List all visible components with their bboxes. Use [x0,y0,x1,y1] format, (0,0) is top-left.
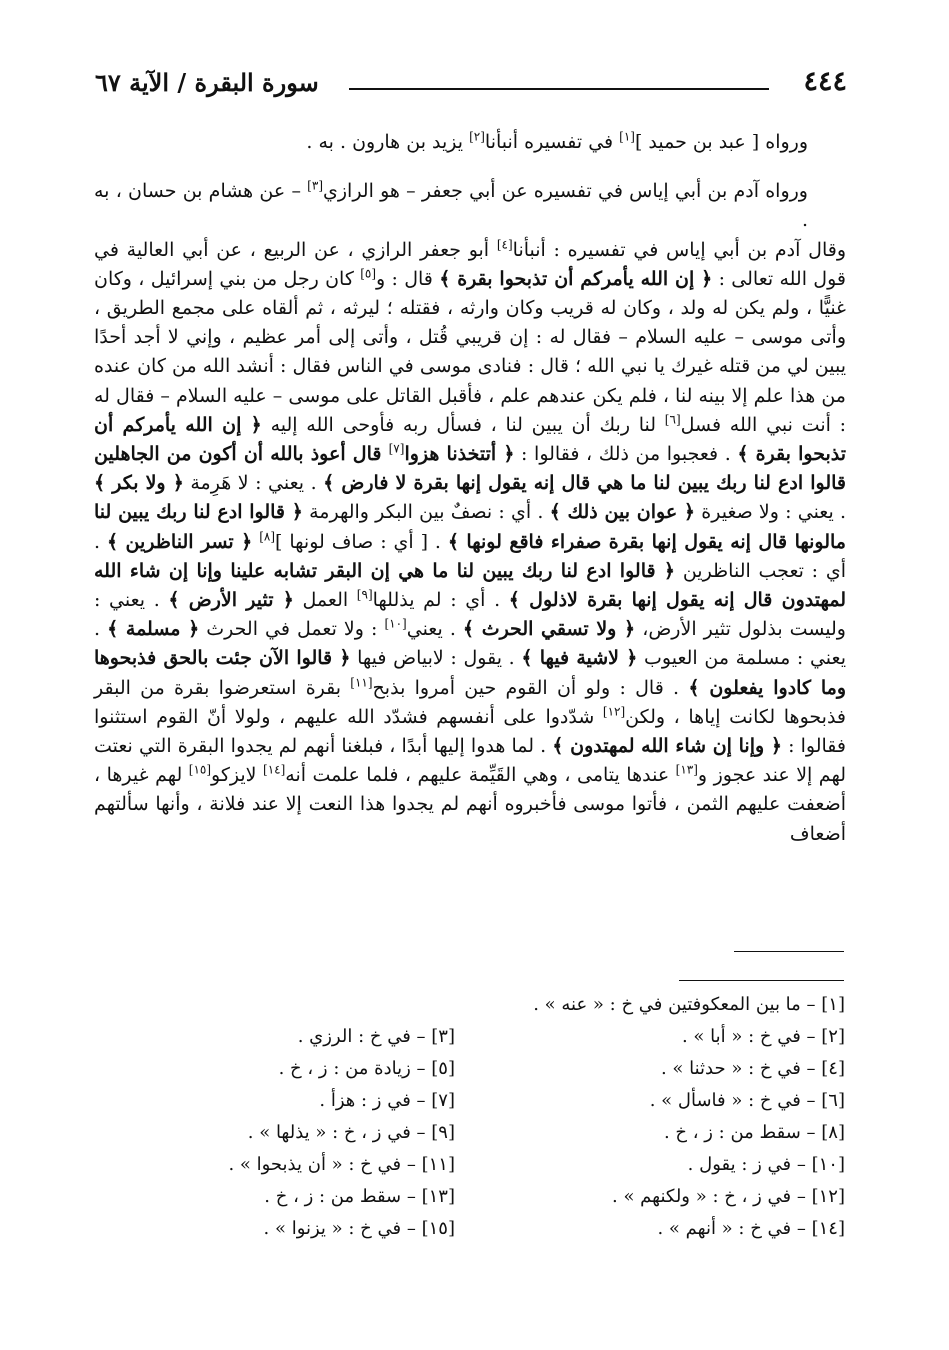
footnote-dash: – [800,1058,822,1079]
footnote [298,1022,455,1052]
footnote-dash: – [791,1154,812,1175]
text-run: . يعني : مسلمة من العيوب [94,618,846,670]
text-run: وقال آدم بن أبي إياس في تفسيره : أنبأنا [512,238,846,261]
footnote-text: في خ : الرزي . [297,1026,411,1047]
text-run: كان رجل من بني إسرائيل ، وكان غنيًّا ، ولم يكن له ولد ، وكان له قريب وكان وارثه ، فقتله ؛ ليرثه ، ثم ألقاه على مجمع الطريق ، وأتى موسى – عليه السلام – فقال له : إن قريبي قُتل ، وأتى إلى أمر عظيم ، وإني لا أجد أحدًا يبين لي من قتله غيرك يا نبي الله ؛ قال : فنادى موسى في الناس فقال : أنشد الله من كان عنده من هذا علم إلا بينه لنا ، فلم يكن عندهم علم ، فأقبل القاتل على موسى – عليه السلام – فقال له : أنت نبي الله فسل [94,267,847,436]
quran-verse: ﴿ عوان بين ذلك ﴾ [549,501,696,524]
text-run: . فعجبوا من ذلك ، فقالوا : [514,443,738,466]
text-run: – عن هشام بن حسان ، به . [94,180,808,232]
footnote [650,1086,845,1116]
text-run: ورواه آدم بن أبي إياس في تفسيره عن أبي جعفر – هو الرازي [323,180,808,203]
footnote-ref: [٩] [356,587,373,602]
footnote [279,1054,455,1084]
footnote-number: [٢] [821,1026,845,1047]
running-header [95,66,847,102]
text-run: . أي : لم يذللها [372,589,509,612]
quran-verse: ﴿ قالوا الآن جئت بالحق فذبحوها وما كادوا يفعلون ﴾ [94,647,846,699]
paragraph-2 [94,177,846,235]
text-run: . لما هدوا إليها أبدًا ، فبلغنا أنهم لم يجدوا البقرة التي نعتت لهم إلا عند عجوز و [94,735,846,787]
text-run: . يعني : ولا صغيرة [695,501,846,524]
paragraph-1 [94,128,846,157]
footnote-text: في خ : « أن يذبحوا » . [228,1154,402,1175]
footnote-dash: – [800,1026,822,1047]
footnote-number: [٧] [431,1090,455,1111]
footnote-ref: [١٣] [675,762,698,777]
text-end-rule [734,951,844,952]
footnote-number: [٤] [821,1058,845,1079]
footnote-text: في ز ، خ : « يذلها » . [247,1122,411,1143]
text-run: . يعني : لا هَرِمة [183,472,324,495]
footnote [688,1150,845,1180]
footnote-text: في خ : « حدثنا » . [660,1058,801,1079]
text-run: لنا ربك أن يبين لنا ، فسأل ربه فأوحى الله إليه [261,413,665,436]
footnote-text: في خ : « فاسأل » . [649,1090,801,1111]
footnote-number: [٩] [431,1122,455,1143]
quran-verse: ﴿ تسر الناظرين ﴾ [106,530,253,553]
quran-verse: ﴿ إن الله يأمركم أن تذبحوا بقرة ﴾ [439,267,713,290]
footnote-ref: [١٠] [384,616,407,631]
footnote-number: [١٠] [811,1154,845,1175]
footnote-dash: – [410,1026,432,1047]
quran-verse: ﴿ تثير الأرض ﴾ [168,589,294,612]
footnote-dash: – [791,1218,812,1239]
footnote [664,1118,845,1148]
footnote-dash: – [800,1122,822,1143]
footnote-ref: [٢] [469,129,485,144]
text-run: عندها يتامى ، وهي القَيِّمة عليهم ، فلما علمت أنه [285,764,676,787]
text-run: . أي : تعجب الناظرين [94,530,846,582]
footnote [533,990,845,1020]
footnote [682,1022,845,1052]
text-run: لايزكو [211,764,263,787]
text-run: . يقول : لابياض فيها [350,647,522,670]
quran-verse: ﴿ وإنا إن شاء الله لمهتدون ﴾ [552,735,782,758]
footnote-number: [٦] [821,1090,845,1111]
footnote-separator [679,980,844,981]
text-run: بقرة استعرضوا بقرة من البقر فذبحوها لكانت إياها ، ولكن [94,676,846,728]
text-run: العمل [293,589,357,612]
quran-verse: ﴿ قالوا ادع لنا ربك يبين لنا ما هي إن البقر تشابه علينا وإنا إن شاء الله لمهتدون قال إنه يقول إنها بقرة لاذلول ﴾ [94,559,846,612]
footnote [264,1214,455,1244]
footnote-ref: [٦] [664,412,681,427]
page-number: ٤٤٤ [803,66,847,97]
header-rule [349,88,769,90]
footnote-text: في خ : « أبا » . [681,1026,801,1047]
quran-verse: ﴿ لاشية فيها ﴾ [521,647,638,670]
text-run: . [ أي : صاف لونها ] [275,530,448,553]
text-run: أبو جعفر الرازي ، عن الربيع ، عن أبي العالية في قول الله تعالى : [94,238,847,290]
quran-verse: ﴿ قالوا ادع لنا ربك يبين لنا مالونها قال إنه يقول إنها بقرة صفراء فاقع لونها ﴾ [94,501,846,553]
footnote-number: [١٤] [811,1218,845,1239]
footnote-number: [١٥] [421,1218,455,1239]
footnote-number: [١٣] [421,1186,455,1207]
quran-verse: ﴿ أتتخذنا هزوا [404,443,515,466]
footnote-dash: – [410,1090,432,1111]
footnote [657,1214,845,1244]
footnote-ref: [٤] [496,237,513,252]
text-run: شدّدوا على أنفسهم فشدّد الله عليهم ، ولولا أنّ القوم استثنوا فقالوا : [94,705,846,758]
footnote-text: ما بين المعكوفتين في خ : « عنه » . [533,994,801,1015]
footnote-text: في خ : « أنهم » . [657,1218,792,1239]
footnote-dash: – [401,1218,422,1239]
footnote-dash: – [401,1186,422,1207]
text-run: . أي : نصفٌ بين البكر والهرمة [302,501,550,524]
footnote-ref: [١] [619,129,635,144]
quran-verse: ﴿ ولا بكر ﴾ [94,472,184,495]
text-run: . يعني : وليست بذلول تثير الأرض، [94,589,846,641]
footnote-ref: [٣] [307,178,323,193]
text-run: ورواه [ عبد بن حميد ] [634,131,808,153]
quran-verse: ﴿ ولا تسقي الحرث ﴾ [462,618,636,641]
text-run: في تفسيره أنبأنا [484,131,620,153]
footnote-text: سقط من : ز ، خ . [663,1122,801,1143]
footnote-ref: [١١] [350,675,373,690]
footnote-number: [١٢] [811,1186,845,1207]
text-run: : ولا تعمل في الحرث [199,618,385,641]
text-run: يزيد بن هارون . به . [306,131,470,153]
footnote-dash: – [791,1186,812,1207]
footnote-text: سقط من : ز ، خ . [264,1186,402,1207]
footnote-ref: [١٢] [602,704,626,719]
footnote [248,1118,455,1148]
footnote-number: [١١] [421,1154,455,1175]
surah-title: سورة البقرة / الآية ٦٧ [95,68,319,97]
footnote-text: في ز ، خ : « ولكنهم » . [612,1186,792,1207]
footnote-ref: [٥] [360,266,377,281]
footnote-dash: – [401,1154,422,1175]
footnote-ref: [٧] [388,441,405,456]
footnote-ref: [١٤] [263,762,286,777]
quran-verse: ﴿ إن الله يأمركم أن تذبحوا بقرة ﴾ [94,413,847,466]
footnote [661,1054,845,1084]
footnote [612,1182,845,1212]
footnote-ref: [١٥] [188,762,212,777]
main-text [94,128,846,849]
footnote-dash: – [410,1058,432,1079]
text-run: . قال : ولو أن القوم حين أمروا بذبح [372,676,689,699]
footnote [228,1150,455,1180]
footnote-ref: [٨] [259,529,276,544]
footnote-dash: – [800,1090,822,1111]
quran-verse: قال أعوذ بالله أن أكون من الجاهلين قالوا ادع لنا ربك يبين لنا ما هي قال إنه يقول إنها بقرة لا فارض ﴾ [94,443,846,495]
footnote [264,1182,455,1212]
footnote-number: [٨] [821,1122,845,1143]
footnote-text: في ز : هزأ . [319,1090,411,1111]
footnote-number: [٣] [431,1026,455,1047]
footnote-text: في خ : « يزنوا » . [263,1218,402,1239]
footnote-number: [٥] [431,1058,455,1079]
footnote-text: زيادة من : ز ، خ . [278,1058,411,1079]
quran-verse: ﴿ مسلمة ﴾ [107,618,200,641]
footnote-number: [١] [821,994,845,1015]
text-run: . يعني [406,618,463,641]
footnote-text: في ز : يقول . [687,1154,792,1175]
footnote-dash: – [410,1122,432,1143]
text-run: قال : و [376,267,440,290]
footnote-dash: – [800,994,822,1015]
paragraph-3 [94,236,846,849]
footnote [319,1086,455,1116]
text-run: لهم غيرها ، أضعفت عليهم الثمن ، فأتوا موسى فأخبروه أنهم لم يجدوا هذا النعت إلا عند فلانة ، وأنها سألتهم أضعاف [94,764,846,845]
